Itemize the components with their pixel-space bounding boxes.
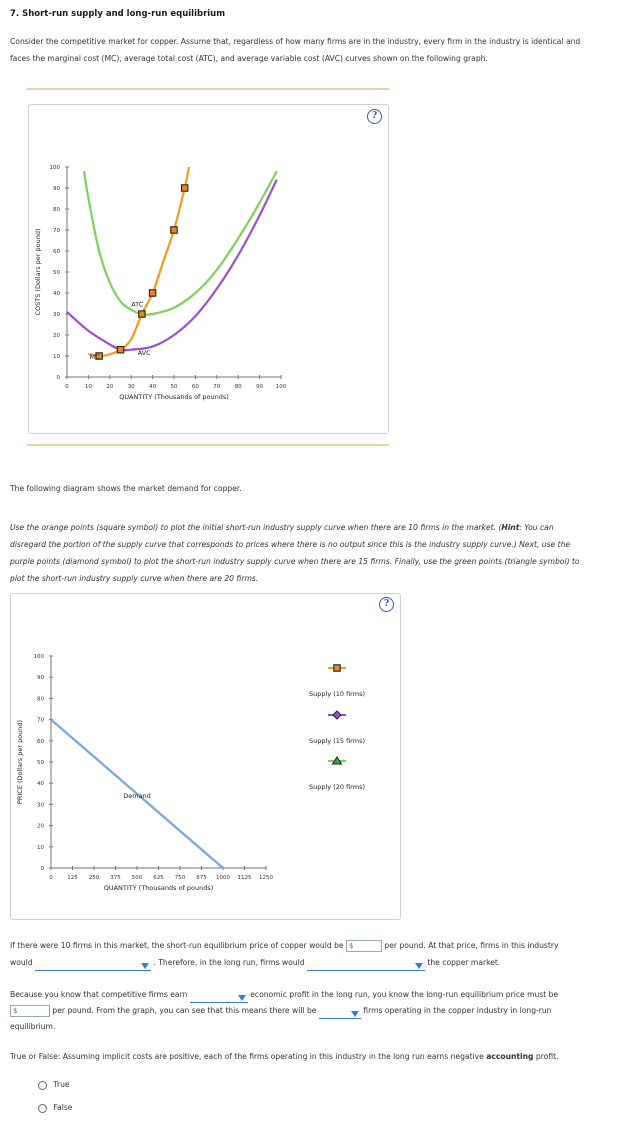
price-input-10-firms[interactable]: $ — [346, 940, 382, 952]
atc-curve — [84, 171, 277, 314]
y-tick-label: 10 — [53, 354, 60, 360]
y-tick-label: 90 — [37, 675, 44, 682]
question-title: 7. Short-run supply and long-run equilibrium — [10, 9, 226, 19]
x-tick-label: 0 — [65, 384, 69, 390]
radio-true[interactable] — [38, 1081, 47, 1090]
y-tick-label: 10 — [37, 844, 44, 851]
divider-top — [27, 88, 389, 90]
x-tick-label: 60 — [191, 384, 199, 390]
mc-curve — [88, 167, 189, 356]
option-false[interactable]: False — [38, 1099, 72, 1116]
y-tick-label: 30 — [37, 802, 44, 809]
profit-status-dropdown[interactable] — [35, 960, 151, 971]
firm-count-dropdown[interactable] — [319, 1008, 361, 1019]
x-tick-label: 375 — [110, 875, 121, 881]
demand-chart[interactable] — [11, 594, 402, 921]
x-tick-label: 100 — [275, 384, 287, 390]
instr-line-2: disregard the portion of the supply curve that corresponds to prices where there is no output since this is the industry supply curve.) Next, use the — [10, 540, 571, 549]
intro-text — [10, 33, 625, 67]
option-true[interactable]: True — [38, 1076, 70, 1093]
demand-chart-panel — [10, 593, 401, 920]
y-tick-label: 0 — [56, 375, 60, 381]
y-tick-label: 100 — [49, 165, 60, 171]
legend-label: Supply (20 firms) — [309, 783, 365, 791]
x-tick-label: 10 — [84, 384, 92, 390]
y-tick-label: 100 — [33, 654, 44, 660]
cost-chart-axes — [34, 165, 287, 401]
legend-diamond-icon — [333, 711, 341, 719]
legend-square-icon — [334, 665, 340, 671]
atc-label: ATC — [131, 300, 144, 309]
y-axis-label: PRICE (Dollars per pound) — [16, 719, 24, 805]
instr-line-3: purple points (diamond symbol) to plot the short-run industry supply curve when there are 15 firms. Finally, use the green points (triangle symbol) to — [10, 557, 580, 566]
y-tick-label: 80 — [37, 696, 44, 703]
x-tick-label: 0 — [49, 875, 53, 881]
y-tick-label: 20 — [37, 823, 44, 830]
instructions — [10, 519, 625, 587]
y-tick-label: 30 — [53, 312, 60, 318]
divider-bottom — [27, 444, 389, 446]
x-tick-label: 750 — [174, 875, 186, 881]
y-tick-label: 40 — [37, 781, 44, 788]
cost-chart — [29, 105, 390, 435]
intro-line-1: Consider the competitive market for copper. Assume that, regardless of how many firms are in the industry, every firm in the industry is identical and — [10, 37, 581, 46]
demand-chart-labels — [123, 792, 151, 800]
y-tick-label: 90 — [53, 186, 60, 192]
demand-intro: The following diagram shows the market demand for copper. — [10, 484, 242, 493]
avc-curve — [67, 180, 277, 351]
x-tick-label: 250 — [88, 875, 100, 881]
instr-line-1: Use the orange points (square symbol) to plot the initial short-run industry supply curve when there are 10 firms in the market. (Hint: You can — [10, 523, 554, 532]
legend-label: Supply (15 firms) — [309, 737, 365, 745]
demand-chart-axes — [16, 654, 273, 892]
x-tick-label: 875 — [196, 875, 207, 881]
y-tick-label: 0 — [40, 866, 44, 872]
question-2: Because you know that competitive firms earn economic profit in the long run, you know the long-run equilibrium price must be — [10, 986, 630, 1003]
x-tick-label: 1000 — [216, 875, 230, 881]
true-false-question: True or False: Assuming implicit costs are positive, each of the firms operating in this industry in the long run earns negative accounting profit. — [10, 1052, 559, 1061]
mc-point-marker — [171, 227, 177, 233]
y-tick-label: 60 — [37, 738, 44, 745]
question-2-line3: equilibrium. — [10, 1022, 56, 1031]
mc-point-marker — [139, 311, 145, 317]
y-tick-label: 40 — [53, 291, 60, 297]
mc-point-marker — [149, 290, 155, 296]
cost-chart-panel — [28, 104, 389, 434]
x-axis-label: QUANTITY (Thousands of pounds) — [103, 884, 214, 892]
y-tick-label: 20 — [53, 333, 60, 339]
instr-line-4: plot the short-run industry supply curve when there are 20 firms. — [10, 574, 259, 583]
help-icon-2[interactable]: ? — [379, 597, 394, 612]
x-tick-label: 125 — [67, 875, 78, 881]
entry-exit-dropdown[interactable] — [307, 960, 425, 971]
intro-line-2: faces the marginal cost (MC), average total cost (ATC), and average variable cost (AVC) curves shown on the following graph. — [10, 54, 488, 63]
x-tick-label: 50 — [170, 384, 178, 390]
y-tick-label: 70 — [37, 717, 44, 724]
radio-false[interactable] — [38, 1104, 47, 1113]
x-axis-label: QUANTITY (Thousands of pounds) — [119, 393, 229, 401]
mc-point-marker — [117, 347, 123, 353]
y-axis-label: COSTS (Dollars per pound) — [34, 228, 42, 316]
cost-chart-markers — [96, 185, 188, 359]
question-1-line2: would . Therefore, in the long run, firms would the copper market. — [10, 954, 630, 971]
mc-point-marker — [182, 185, 188, 191]
question-1: If there were 10 firms in this market, the short-run equilibrium price of copper would be $ per pound. At that price, firms in this industry — [10, 941, 559, 950]
long-run-price-input[interactable]: $ — [10, 1005, 50, 1017]
x-tick-label: 1250 — [259, 875, 273, 881]
y-tick-label: 60 — [53, 249, 60, 255]
demand-label: Demand — [123, 792, 151, 801]
avc-label: AVC — [137, 348, 151, 357]
x-tick-label: 40 — [149, 384, 157, 390]
x-tick-label: 70 — [213, 384, 221, 390]
mc-label: MC — [89, 353, 100, 362]
cost-chart-curves — [67, 167, 277, 356]
help-icon[interactable]: ? — [367, 109, 382, 124]
x-tick-label: 90 — [256, 384, 264, 390]
y-tick-label: 50 — [37, 760, 44, 766]
x-tick-label: 1125 — [237, 875, 252, 881]
y-tick-label: 50 — [53, 270, 60, 276]
question-2-line2: $ per pound. From the graph, you can see that this means there will be firms operating in the copper industry in long-run — [10, 1002, 630, 1019]
demand-chart-legend — [309, 665, 365, 791]
y-tick-label: 70 — [53, 228, 60, 234]
x-tick-label: 625 — [153, 875, 164, 881]
x-tick-label: 500 — [131, 875, 143, 881]
legend-label: Supply (10 firms) — [309, 690, 365, 698]
y-tick-label: 80 — [53, 207, 60, 213]
x-tick-label: 80 — [234, 384, 242, 390]
x-tick-label: 20 — [106, 384, 114, 390]
x-tick-label: 30 — [127, 384, 135, 390]
